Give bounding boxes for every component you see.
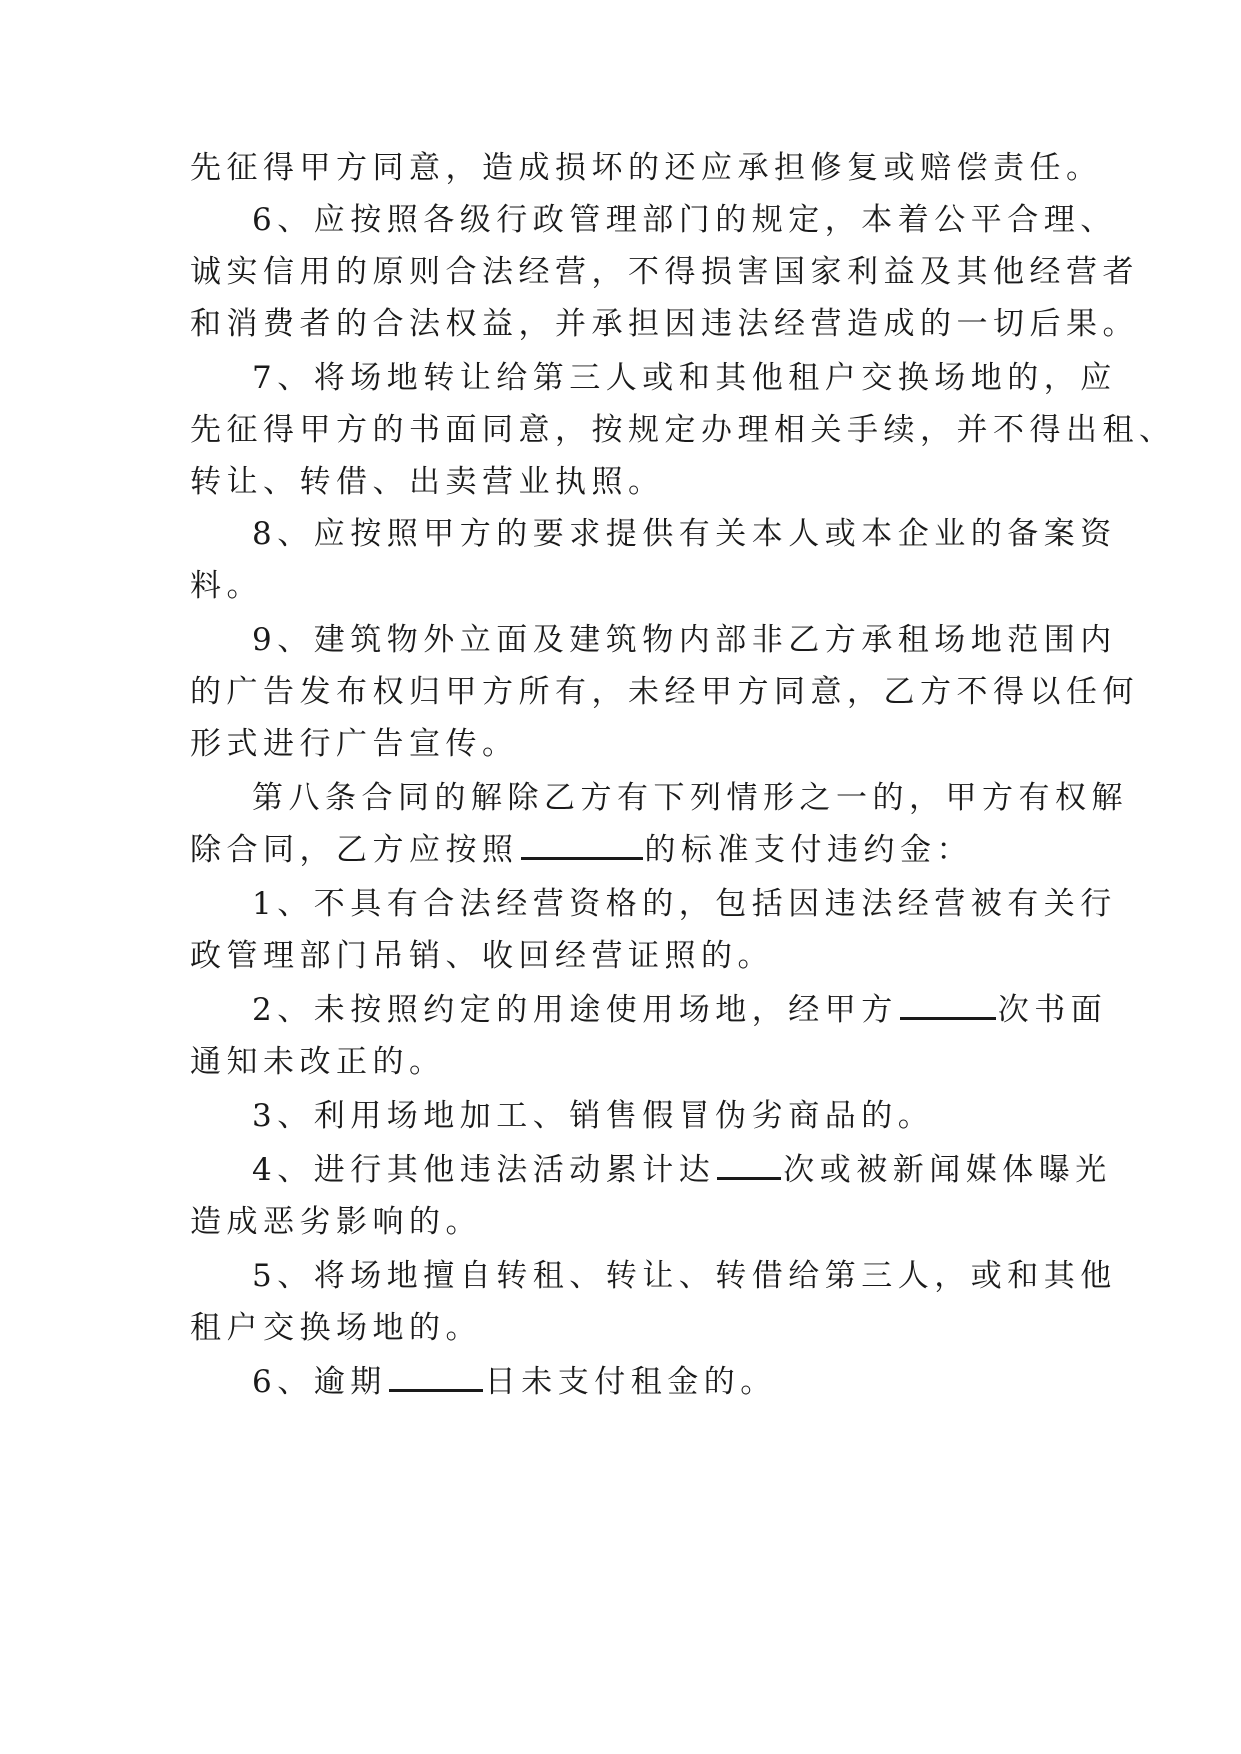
item-6-line xyxy=(252,1362,777,1402)
blank-field-notice-count xyxy=(900,993,996,1020)
blank-field-overdue-days xyxy=(389,1365,483,1392)
item-4-line xyxy=(252,1150,1112,1190)
line-text: 通知未改正的。 xyxy=(190,1044,446,1080)
clause-6-line xyxy=(252,200,1117,240)
text-line xyxy=(190,1042,446,1082)
line-text: 4、进行其他违法活动累计达 xyxy=(252,1152,716,1188)
blank-field-violation-count xyxy=(717,1153,781,1180)
line-text: 诚实信用的原则合法经营，不得损害国家利益及其他经营者 xyxy=(190,254,1139,290)
line-text: 形式进行广告宣传。 xyxy=(190,726,519,762)
line-text: 次书面 xyxy=(997,992,1108,1028)
article-8-heading-line xyxy=(252,778,1128,818)
line-text: 8、应按照甲方的要求提供有关本人或本企业的备案资 xyxy=(252,516,1117,552)
line-text: 租户交换场地的。 xyxy=(190,1310,482,1346)
line-text: 造成恶劣影响的。 xyxy=(190,1204,482,1240)
text-line xyxy=(190,566,263,606)
line-text: 和消费者的合法权益，并承担因违法经营造成的一切后果。 xyxy=(190,306,1139,342)
line-text: 除合同，乙方应按照 xyxy=(190,832,519,868)
text-line xyxy=(190,724,519,764)
text-line xyxy=(190,672,1139,712)
line-text: 先征得甲方同意，造成损坏的还应承担修复或赔偿责任。 xyxy=(190,150,1103,186)
line-text: 次或被新闻媒体曝光 xyxy=(783,1152,1112,1188)
clause-7-line xyxy=(252,358,1117,398)
blank-field-penalty-standard xyxy=(521,833,643,860)
line-text: 6、应按照各级行政管理部门的规定，本着公平合理、 xyxy=(252,202,1117,238)
line-text: 7、将场地转让给第三人或和其他租户交换场地的，应 xyxy=(252,360,1117,396)
text-line xyxy=(190,830,973,870)
text-line xyxy=(190,1202,482,1242)
text-line xyxy=(190,1308,482,1348)
text-line xyxy=(190,462,665,502)
text-line xyxy=(190,252,1139,292)
line-text: 政管理部门吊销、收回经营证照的。 xyxy=(190,938,774,974)
item-1-line xyxy=(252,884,1117,924)
line-text: 5、将场地擅自转租、转让、转借给第三人，或和其他 xyxy=(252,1258,1117,1294)
text-line xyxy=(190,936,774,976)
line-text: 先征得甲方的书面同意，按规定办理相关手续，并不得出租、 xyxy=(190,412,1176,448)
line-text: 的标准支付违约金： xyxy=(644,832,973,868)
line-text: 6、逾期 xyxy=(252,1364,387,1400)
line-text: 2、未按照约定的用途使用场地，经甲方 xyxy=(252,992,898,1028)
text-line xyxy=(190,304,1139,344)
line-text: 料。 xyxy=(190,568,263,604)
line-text: 日未支付租金的。 xyxy=(484,1364,777,1400)
text-line xyxy=(190,148,1103,188)
line-text: 1、不具有合法经营资格的，包括因违法经营被有关行 xyxy=(252,886,1117,922)
clause-8-line xyxy=(252,514,1117,554)
line-text: 转让、转借、出卖营业执照。 xyxy=(190,464,665,500)
line-text: 9、建筑物外立面及建筑物内部非乙方承租场地范围内 xyxy=(252,622,1117,658)
item-5-line xyxy=(252,1256,1117,1296)
line-text: 第八条合同的解除乙方有下列情形之一的，甲方有权解 xyxy=(252,780,1128,816)
text-line xyxy=(190,410,1176,450)
clause-9-line xyxy=(252,620,1117,660)
item-3-line xyxy=(252,1096,934,1136)
line-text: 3、利用场地加工、销售假冒伪劣商品的。 xyxy=(252,1098,935,1134)
item-2-line xyxy=(252,990,1107,1030)
line-text: 的广告发布权归甲方所有，未经甲方同意，乙方不得以任何 xyxy=(190,674,1139,710)
